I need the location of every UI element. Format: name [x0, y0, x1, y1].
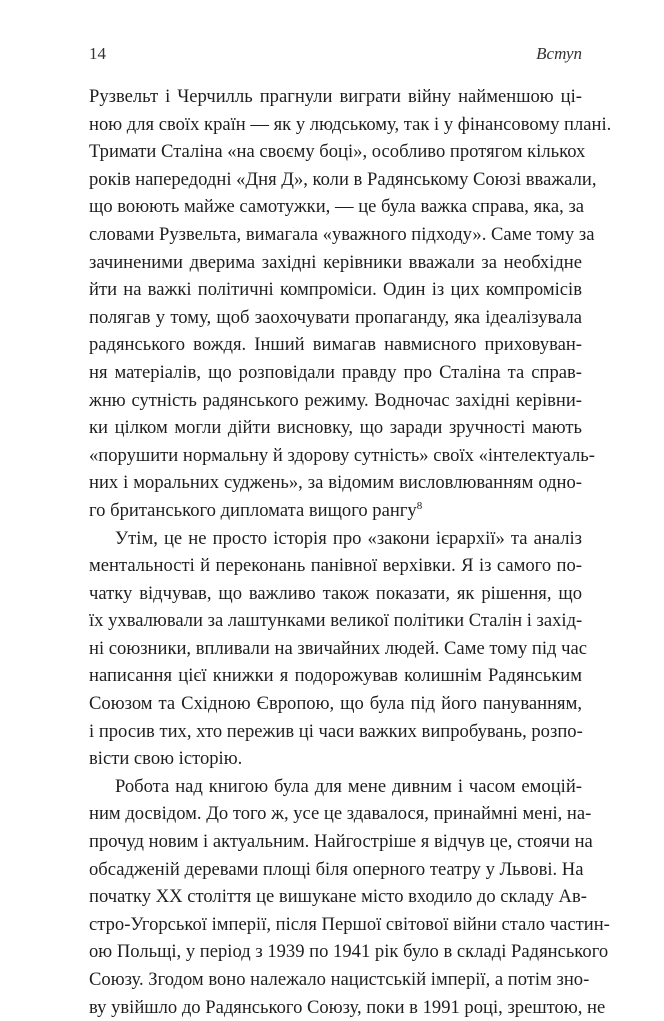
text-line: ним досвідом. До того ж, усе це здавалося, принаймні мені, на- [89, 803, 592, 825]
text-line: ня матеріалів, що розповідали правду про Сталіна та справ- [89, 361, 582, 383]
text-line: Тримати Сталіна «на своєму боці», особливо протягом кількох [89, 141, 586, 163]
text-line: ки цілком могли дійти висновку, що заради зручності мають [89, 417, 582, 439]
text-line: їх ухвалювали за лаштунками великої політики Сталін і захід- [89, 610, 583, 632]
paragraph [89, 525, 587, 773]
text-line: ною для своїх країн — як у людському, так і у фінансовому плані. [89, 113, 612, 135]
page-number: 14 [89, 44, 106, 63]
text-line: ні союзники, впливали на звичайних людей. Саме тому під час [89, 637, 587, 659]
text-line: полягав у тому, щоб заохочувати пропаганду, яка ідеалізувала [89, 306, 582, 328]
text-line: йти на важкі політичні компроміси. Один із цих компромісів [89, 279, 582, 301]
text-line: написання цієї книжки я подорожував колишнім Радянським [89, 665, 582, 687]
footnote-marker[interactable]: 8 [416, 499, 423, 512]
text-line: Союзу. Згодом воно належало нацистській імперії, а потім зно- [89, 969, 590, 990]
body-text [89, 83, 612, 1021]
text-line: радянського вождя. Інший вимагав навмисного приховуван- [89, 334, 582, 356]
text-line: словами Рузвельта, вимагала «уважного підходу». Саме тому за [89, 223, 595, 245]
text-line: го британського дипломата вищого рангу$^8$ [89, 499, 423, 521]
text-line: початку XX століття це вишукане місто входило до складу Ав- [89, 886, 587, 908]
text-line: Рузвельт і Черчилль прагнули виграти війну найменшою ці- [89, 86, 582, 107]
running-head: Вступ [536, 44, 582, 63]
text-line: зачиненими дверима західні керівники вважали за необхідне [89, 251, 582, 273]
text-line: ментальності й переконань панівної верхівки. Я із самого по- [89, 555, 582, 577]
text-line: прочуд новим і актуальним. Найгостріше я відчув це, стоячи на [89, 831, 593, 853]
text-line: Союзом та Східною Європою, що була під його пануванням, [89, 693, 582, 715]
page-header [89, 44, 582, 64]
text-line: вісти свою історію. [89, 748, 243, 770]
text-line: ву увійшло до Радянського Союзу, поки в 1991 році, зрештою, не [89, 996, 606, 1018]
paragraph [89, 83, 612, 525]
text-line: них і моральних суджень», за відомим висловлюванням одно- [89, 472, 582, 494]
text-line: «порушити нормальну й здорову сутність» своїх «інтелектуаль- [89, 444, 595, 466]
text-line: і просив тих, хто пережив ці часи важких випробувань, розпо- [89, 720, 583, 742]
text-line: що воюють майже самотужки, — це була важка справа, яка, за [89, 196, 585, 218]
text-line: жню сутність радянського режиму. Водночас західні керівни- [89, 389, 582, 411]
text-line: ою Польщі, у період з 1939 по 1941 рік було в складі Радянського [89, 941, 609, 963]
text-line: обсадженій деревами площі біля оперного театру у Львові. На [89, 858, 584, 880]
text-line: Утім, це не просто історія про «закони ієрархії» та аналіз [115, 527, 582, 549]
text-line: чатку відчував, що важливо також показати, як рішення, що [89, 582, 582, 604]
paragraph [89, 773, 610, 1021]
text-line: років напередодні «Дня Д», коли в Радянському Союзі вважали, [89, 168, 597, 190]
text-line: Робота над книгою була для мене дивним і часом емоцій- [115, 775, 582, 797]
text-line: стро-Угорської імперії, після Першої світової війни стало частин- [89, 913, 610, 935]
